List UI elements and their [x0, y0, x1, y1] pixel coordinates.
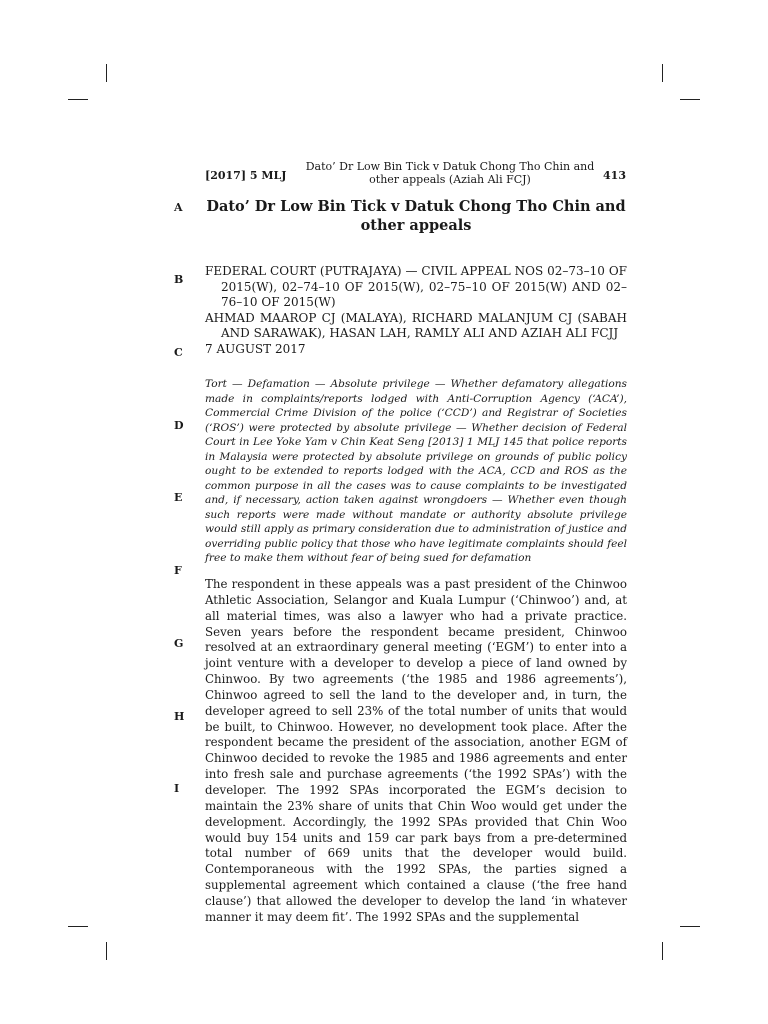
crop-mark-top-right-horizontal [680, 99, 700, 100]
decision-date: 7 AUGUST 2017 [205, 341, 306, 356]
crop-mark-bottom-left-horizontal [68, 926, 88, 927]
crop-mark-bottom-right-vertical [662, 942, 663, 960]
margin-letter-b: B [174, 273, 184, 286]
header-citation: [2017] 5 MLJ [205, 169, 287, 182]
court-info [205, 264, 627, 357]
header-running-title: Dato’ Dr Low Bin Tick v Datuk Chong Tho Chin and other appeals (Aziah Ali FCJ) [305, 160, 595, 186]
header-page-number: 413 [603, 169, 626, 182]
headnote-paragraph: The respondent in these appeals was a past president of the Chinwoo Athletic Association, Selangor and Kuala Lumpur (‘Chinwoo’) and, at all material times, was also a lawyer who had a private practice. Seven years before the respondent became president, Chinwoo resolved at an extraordinary general meeting (‘EGM’) to enter into a joint venture with a developer to develop a piece of land owned by Chinwoo. By two agreements (‘the 1985 and 1986 agreements’), Chinwoo agreed to sell the land to the developer and, in turn, the developer agreed to sell 23% of the total number of units that would be built, to Chinwoo. However, no development took place. After the respondent became the president of the association, another EGM of Chinwoo decided to revoke the 1985 and 1986 agreements and enter into fresh sale and purchase agreements (‘the 1992 SPAs’) with the developer. The 1992 SPAs incorporated the EGM’s decision to maintain the 23% share of units that Chin Woo would get under the development. Accordingly, the 1992 SPAs provided that Chin Woo would buy 154 units and 159 car park bays from a pre-determined total number of 669 units that the developer would build. Contemporaneous with the 1992 SPAs, the parties signed a supplemental agreement which contained a clause (‘the free hand clause’) that allowed the developer to develop the land ‘in whatever manner it may deem fit’. The 1992 SPAs and the supplemental [205, 577, 627, 924]
crop-mark-top-left-horizontal [68, 99, 88, 100]
margin-letter-i: I [174, 782, 180, 795]
crop-mark-bottom-left-vertical [106, 942, 107, 960]
margin-letter-h: H [174, 710, 185, 723]
margin-letter-c: C [174, 346, 183, 359]
margin-letter-e: E [174, 491, 183, 504]
margin-letter-a: A [174, 201, 183, 214]
crop-mark-top-left-vertical [106, 64, 107, 82]
court-line: FEDERAL COURT (PUTRAJAYA) — CIVIL APPEAL NOS 02–73–10 OF 2015(W), 02–74–10 OF 2015(W), 02–75–10 OF 2015(W) AND 02–76–10 OF 2015(W) [205, 264, 627, 309]
case-title: Dato’ Dr Low Bin Tick v Datuk Chong Tho Chin and other appeals [206, 198, 626, 234]
crop-mark-bottom-right-horizontal [680, 926, 700, 927]
judges-line: AHMAD MAAROP CJ (MALAYA), RICHARD MALANJUM CJ (SABAH AND SARAWAK), HASAN LAH, RAMLY ALI AND AZIAH ALI FCJJ [205, 310, 627, 340]
margin-letter-f: F [174, 564, 182, 577]
catchwords: Tort — Defamation — Absolute privilege — Whether defamatory allegations made in complaints/reports lodged with Anti-Corruption Agency (‘ACA’), Commercial Crime Division of the police (‘CCD’) and Registrar of Societies (‘ROS’) were protected by absolute privilege — Whether decision of Federal Court in Lee Yoke Yam v Chin Keat Seng [2013] 1 MLJ 145 that police reports in Malaysia were protected by absolute privilege on grounds of public policy ought to be extended to reports lodged with the ACA, CCD and ROS as the common purpose in all the cases was to cause complaints to be investigated and, if necessary, action taken against wrongdoers — Whether even though such reports were made without mandate or authority absolute privilege would still apply as primary consideration due to administration of justice and overriding public policy that those who have legitimate complaints should feel free to make them without fear of being sued for defamation [205, 378, 627, 564]
margin-letter-g: G [174, 637, 184, 650]
crop-mark-top-right-vertical [662, 64, 663, 82]
margin-letter-d: D [174, 419, 184, 432]
